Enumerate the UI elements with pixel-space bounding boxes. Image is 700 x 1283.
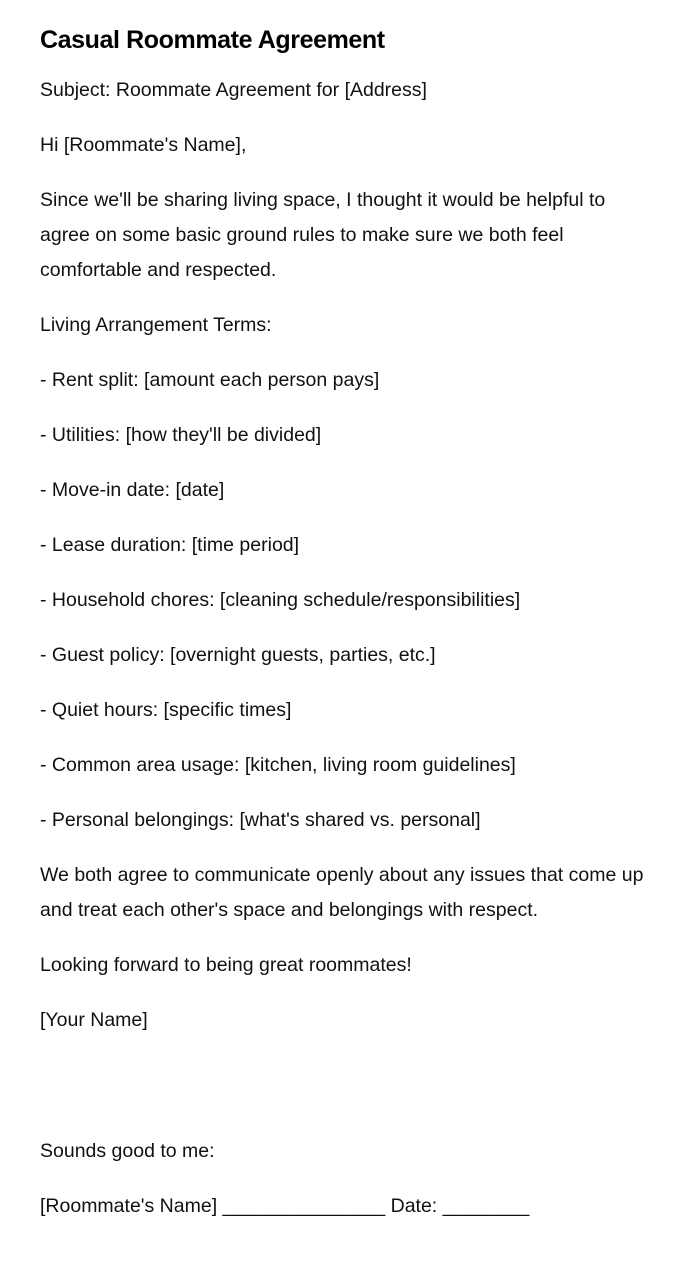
- term-move-in-date: - Move-in date: [date]: [40, 479, 225, 501]
- terms-heading: Living Arrangement Terms:: [40, 314, 272, 336]
- term-quiet-hours: - Quiet hours: [specific times]: [40, 699, 292, 721]
- document-title: Casual Roommate Agreement: [40, 26, 385, 54]
- agreement-paragraph: We both agree to communicate openly about any issues that come up and treat each other's space and belongings with respect.: [40, 864, 644, 921]
- term-guest-policy: - Guest policy: [overnight guests, parties, etc.]: [40, 644, 436, 666]
- subject-line: Subject: Roommate Agreement for [Address]: [40, 79, 427, 101]
- term-rent-split: - Rent split: [amount each person pays]: [40, 369, 380, 391]
- term-personal-belongings: - Personal belongings: [what's shared vs. personal]: [40, 809, 481, 831]
- term-utilities: - Utilities: [how they'll be divided]: [40, 424, 322, 446]
- closing-line: Looking forward to being great roommates!: [40, 954, 412, 976]
- signature-spacer: [40, 1038, 650, 1114]
- term-lease-duration: - Lease duration: [time period]: [40, 534, 300, 556]
- roommate-signature-line: [Roommate's Name] _______________ Date: ________: [40, 1195, 530, 1217]
- intro-paragraph: Since we'll be sharing living space, I thought it would be helpful to agree on some basic ground rules to make sure we both feel comfortable and respected.: [40, 189, 606, 281]
- term-household-chores: - Household chores: [cleaning schedule/responsibilities]: [40, 589, 521, 611]
- response-line: Sounds good to me:: [40, 1140, 215, 1162]
- greeting: Hi [Roommate's Name],: [40, 134, 247, 156]
- sender-signature: [Your Name]: [40, 1009, 148, 1031]
- term-common-area-usage: - Common area usage: [kitchen, living room guidelines]: [40, 754, 516, 776]
- document-page: [40, 22, 650, 1224]
